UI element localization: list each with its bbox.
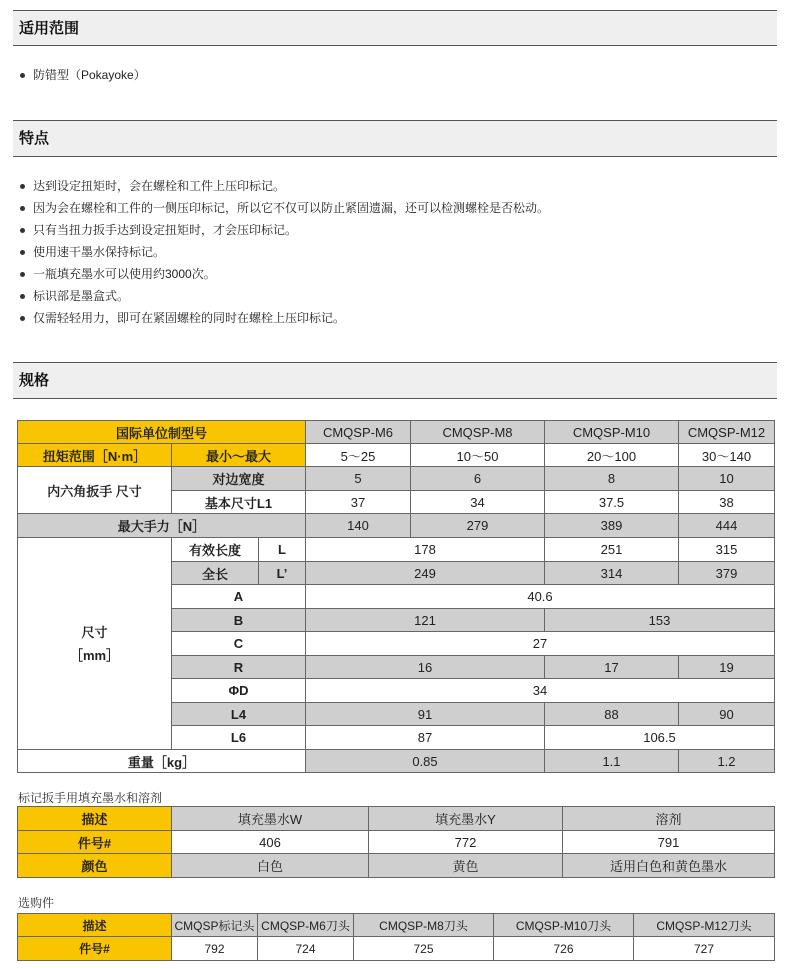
hex-l1-label: 基本尺寸L1: [172, 491, 306, 514]
max-hand-force-value: 389: [545, 514, 679, 538]
list-item: 因为会在螺栓和工件的一侧压印标记，所以它不仅可以防止紧固遗漏，还可以检测螺栓是否松动。: [18, 197, 549, 219]
dim-l4-label: L4: [172, 703, 306, 726]
list-item: 只有当扭力扳手达到设定扭矩时，才会压印标记。: [18, 219, 549, 241]
effective-length-label: 有效长度: [172, 538, 259, 562]
scope-list: [18, 66, 146, 84]
dim-a-label: A: [172, 585, 306, 609]
total-length-value: 249: [306, 562, 545, 585]
spec-table: [17, 420, 775, 773]
option-part-label: 件号#: [18, 937, 172, 961]
torque-value: 5～25: [306, 444, 411, 467]
effective-length-symbol: L: [259, 538, 306, 562]
list-item: 防错型（Pokayoke）: [18, 66, 146, 84]
list-item: 使用速干墨水保持标记。: [18, 241, 549, 263]
hex-l1-value: 37: [306, 491, 411, 514]
dim-d-label: ΦD: [172, 679, 306, 703]
total-length-value: 314: [545, 562, 679, 585]
model-m6: CMQSP-M6: [306, 421, 411, 444]
total-length-value: 379: [679, 562, 775, 585]
dim-d-value: 34: [306, 679, 775, 703]
weight-value: 0.85: [306, 750, 545, 773]
ink-part-number: 772: [369, 831, 563, 854]
total-length-symbol: L’: [259, 562, 306, 585]
dim-a-value: 40.6: [306, 585, 775, 609]
torque-label: 扭矩范围［N·m］: [18, 444, 172, 467]
option-desc: CMQSP-M12刀头: [634, 914, 775, 937]
model-m12: CMQSP-M12: [679, 421, 775, 444]
dim-l4-value: 88: [545, 703, 679, 726]
torque-value: 20～100: [545, 444, 679, 467]
weight-value: 1.2: [679, 750, 775, 773]
features-list: [18, 175, 549, 329]
ink-color: 适用白色和黄色墨水: [563, 854, 775, 878]
option-desc: CMQSP标记头: [172, 914, 258, 937]
ink-color-label: 颜色: [18, 854, 172, 878]
option-part-number: 726: [494, 937, 634, 961]
max-hand-force-value: 444: [679, 514, 775, 538]
hex-width-value: 6: [411, 467, 545, 491]
section-title-specs: 规格: [19, 372, 50, 389]
ink-color: 黄色: [369, 854, 563, 878]
ink-table: [17, 806, 775, 878]
torque-sub-label: 最小～最大: [172, 444, 306, 467]
model-m8: CMQSP-M8: [411, 421, 545, 444]
dim-l4-value: 91: [306, 703, 545, 726]
effective-length-value: 251: [545, 538, 679, 562]
option-part-number: 725: [354, 937, 494, 961]
model-m10: CMQSP-M10: [545, 421, 679, 444]
dimensions-unit: ［mm］: [69, 647, 120, 663]
section-title-features: 特点: [19, 130, 50, 147]
hex-width-value: 5: [306, 467, 411, 491]
hex-l1-value: 37.5: [545, 491, 679, 514]
dim-l6-value: 87: [306, 726, 545, 750]
dim-r-label: R: [172, 656, 306, 679]
dim-c-label: C: [172, 632, 306, 656]
weight-label: 重量［kg］: [18, 750, 306, 773]
dim-b-value: 121: [306, 609, 545, 632]
dimensions-label-text: 尺寸: [81, 624, 108, 640]
max-hand-force-value: 279: [411, 514, 545, 538]
ink-table-caption: 标记扳手用填充墨水和溶剂: [18, 791, 163, 805]
option-desc: CMQSP-M8刀头: [354, 914, 494, 937]
dim-b-value: 153: [545, 609, 775, 632]
dim-r-value: 19: [679, 656, 775, 679]
section-header-specs: [13, 362, 777, 399]
ink-color: 白色: [172, 854, 369, 878]
option-desc-label: 描述: [18, 914, 172, 937]
ink-desc: 溶剂: [563, 807, 775, 831]
ink-desc: 填充墨水W: [172, 807, 369, 831]
weight-value: 1.1: [545, 750, 679, 773]
total-length-label: 全长: [172, 562, 259, 585]
list-item: 达到设定扭矩时，会在螺栓和工件上压印标记。: [18, 175, 549, 197]
effective-length-value: 178: [306, 538, 545, 562]
section-header-scope: [13, 10, 777, 46]
option-desc: CMQSP-M10刀头: [494, 914, 634, 937]
dim-c-value: 27: [306, 632, 775, 656]
ink-part-number: 406: [172, 831, 369, 854]
option-part-number: 727: [634, 937, 775, 961]
list-item: 标识部是墨盒式。: [18, 285, 549, 307]
option-desc: CMQSP-M6刀头: [258, 914, 354, 937]
dim-l6-label: L6: [172, 726, 306, 750]
ink-part-label: 件号#: [18, 831, 172, 854]
hex-l1-value: 38: [679, 491, 775, 514]
dim-l4-value: 90: [679, 703, 775, 726]
dim-l6-value: 106.5: [545, 726, 775, 750]
model-header: 国际单位制型号: [18, 421, 306, 444]
dim-b-label: B: [172, 609, 306, 632]
torque-value: 30～140: [679, 444, 775, 467]
section-title-scope: 适用范围: [19, 20, 80, 37]
list-item: 仅需轻轻用力，即可在紧固螺栓的同时在螺栓上压印标记。: [18, 307, 549, 329]
hex-width-value: 10: [679, 467, 775, 491]
section-header-features: [13, 120, 777, 157]
torque-value: 10～50: [411, 444, 545, 467]
options-table: [17, 913, 775, 961]
options-table-caption: 选购件: [18, 896, 55, 910]
hex-wrench-label: 内六角扳手 尺寸: [18, 467, 172, 514]
ink-desc: 填充墨水Y: [369, 807, 563, 831]
list-item: 一瓶填充墨水可以使用约3000次。: [18, 263, 549, 285]
dimensions-label: [18, 538, 172, 750]
max-hand-force-label: 最大手力［N］: [18, 514, 306, 538]
option-part-number: 792: [172, 937, 258, 961]
dim-r-value: 17: [545, 656, 679, 679]
option-part-number: 724: [258, 937, 354, 961]
hex-width-value: 8: [545, 467, 679, 491]
hex-width-label: 对边宽度: [172, 467, 306, 491]
ink-desc-label: 描述: [18, 807, 172, 831]
max-hand-force-value: 140: [306, 514, 411, 538]
effective-length-value: 315: [679, 538, 775, 562]
ink-part-number: 791: [563, 831, 775, 854]
dim-r-value: 16: [306, 656, 545, 679]
hex-l1-value: 34: [411, 491, 545, 514]
